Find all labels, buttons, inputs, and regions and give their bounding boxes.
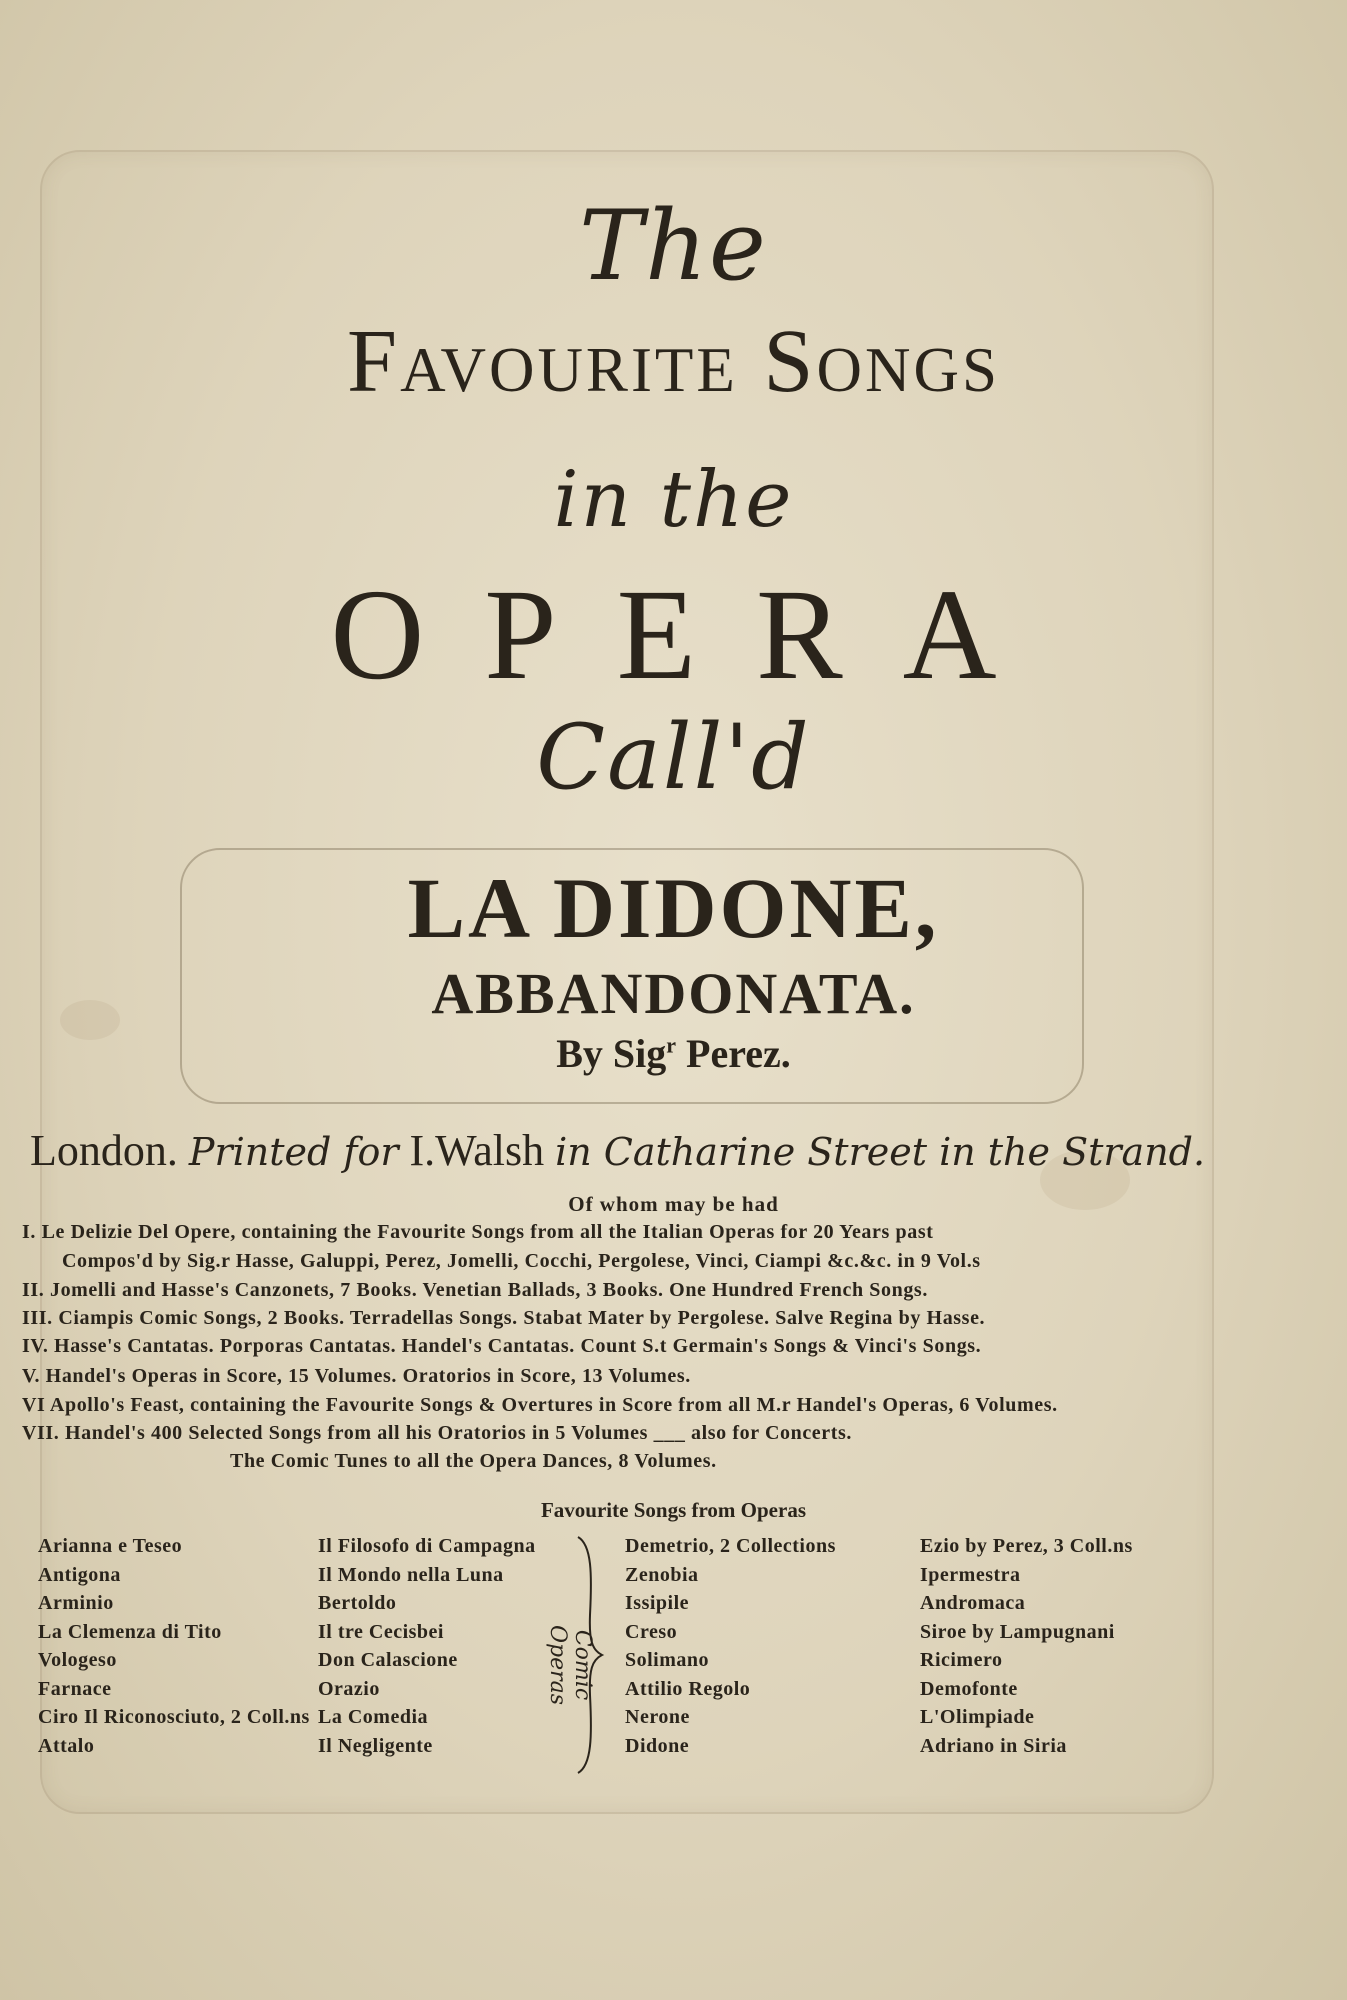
catalogue-line: IV. Hasse's Cantatas. Porporas Cantatas. Handel's Cantatas. Count S.t Germain's Songs & Vinci's Songs. bbox=[22, 1335, 982, 1357]
by-label: By Sig bbox=[556, 1031, 667, 1076]
list-item: Ricimero bbox=[920, 1649, 1003, 1671]
composer-line bbox=[0, 1030, 1347, 1077]
title-calld: Call'd bbox=[536, 705, 811, 810]
catalogue-line: VII. Handel's 400 Selected Songs from all his Oratorios in 5 Volumes ___ also for Concerts. bbox=[22, 1422, 852, 1444]
list-item: Orazio bbox=[318, 1677, 380, 1700]
catalogue-line: II. Jomelli and Hasse's Canzonets, 7 Books. Venetian Ballads, 3 Books. One Hundred French Songs. bbox=[22, 1279, 928, 1301]
list-item: Arminio bbox=[38, 1592, 114, 1614]
imprint-city: London. bbox=[30, 1126, 178, 1175]
imprint bbox=[30, 1125, 1320, 1176]
list-item: Creso bbox=[625, 1620, 678, 1643]
list-item: Issipile bbox=[625, 1592, 690, 1614]
list-item: Don Calascione bbox=[318, 1649, 458, 1671]
catalogue-line: Compos'd by Sig.r Hasse, Galuppi, Perez, Jomelli, Cocchi, Pergolese, Vinci, Ciampi &c.&c. in 9 Vol.s bbox=[62, 1250, 981, 1272]
opera-column-4 bbox=[920, 1532, 1133, 1760]
opera-title: LA DIDONE, bbox=[407, 860, 940, 956]
list-item: Vologeso bbox=[38, 1649, 117, 1671]
list-item: Attilio Regolo bbox=[625, 1677, 751, 1700]
opera-subtitle: ABBANDONATA. bbox=[431, 961, 916, 1026]
title-opera: OPERA bbox=[330, 563, 1057, 707]
list-item: Demetrio, 2 Collections bbox=[625, 1535, 836, 1557]
list-item: Zenobia bbox=[625, 1563, 699, 1586]
list-item: Arianna e Teseo bbox=[38, 1535, 183, 1557]
catalogue-line: VI Apollo's Feast, containing the Favourite Songs & Overtures in Score from all M.r Handel's Operas, 6 Volumes. bbox=[22, 1394, 1058, 1416]
list-item: Demofonte bbox=[920, 1677, 1018, 1700]
composer-name: Perez. bbox=[686, 1031, 791, 1076]
list-item: Ipermestra bbox=[920, 1563, 1021, 1586]
list-item: Il Mondo nella Luna bbox=[318, 1563, 504, 1586]
comic-operas-label: Comic Operas bbox=[545, 1624, 595, 1706]
favourites-heading: Favourite Songs from Operas bbox=[540, 1498, 806, 1522]
catalogue-line: The Comic Tunes to all the Opera Dances, 8 Volumes. bbox=[230, 1450, 717, 1472]
list-item: Andromaca bbox=[920, 1592, 1026, 1614]
imprint-printed-for: Printed for bbox=[188, 1130, 399, 1174]
list-item: La Clemenza di Tito bbox=[38, 1620, 222, 1643]
opera-column-2 bbox=[318, 1532, 536, 1760]
list-item: Solimano bbox=[625, 1649, 710, 1671]
list-item: Antigona bbox=[38, 1563, 121, 1586]
list-item: Ezio by Perez, 3 Coll.ns bbox=[920, 1535, 1133, 1557]
list-item: Farnace bbox=[38, 1677, 112, 1700]
list-item: Adriano in Siria bbox=[920, 1734, 1067, 1757]
title-in-the: in the bbox=[553, 455, 794, 545]
catalogue-line: V. Handel's Operas in Score, 15 Volumes. Oratorios in Score, 13 Volumes. bbox=[22, 1365, 691, 1387]
catalogue-line: III. Ciampis Comic Songs, 2 Books. Terradellas Songs. Stabat Mater by Pergolese. Salve Regina by Hasse. bbox=[22, 1307, 986, 1329]
list-item: Didone bbox=[625, 1734, 690, 1757]
list-item: Bertoldo bbox=[318, 1592, 397, 1614]
list-item: Il Filosofo di Campagna bbox=[318, 1535, 536, 1557]
list-item: Il Negligente bbox=[318, 1734, 433, 1757]
imprint-printer: I.Walsh bbox=[409, 1126, 545, 1175]
by-superscript: r bbox=[666, 1032, 677, 1058]
opera-column-3 bbox=[625, 1532, 836, 1760]
list-item: Siroe by Lampugnani bbox=[920, 1620, 1115, 1643]
list-item: Attalo bbox=[38, 1734, 95, 1757]
list-item: Ciro Il Riconosciuto, 2 Coll.ns bbox=[38, 1706, 310, 1728]
title-the: The bbox=[579, 190, 768, 302]
catalogue-heading: Of whom may be had bbox=[568, 1192, 779, 1216]
opera-column-1 bbox=[38, 1532, 310, 1760]
title-favourite-songs: Favourite Songs bbox=[347, 312, 1000, 411]
list-item: La Comedia bbox=[318, 1706, 428, 1728]
catalogue-line: I. Le Delizie Del Opere, containing the Favourite Songs from all the Italian Operas for 20 Years past bbox=[22, 1221, 934, 1243]
list-item: Nerone bbox=[625, 1706, 690, 1728]
list-item: L'Olimpiade bbox=[920, 1706, 1035, 1728]
imprint-address: in Catharine Street in the Strand. bbox=[555, 1130, 1206, 1174]
list-item: Il tre Cecisbei bbox=[318, 1620, 444, 1643]
